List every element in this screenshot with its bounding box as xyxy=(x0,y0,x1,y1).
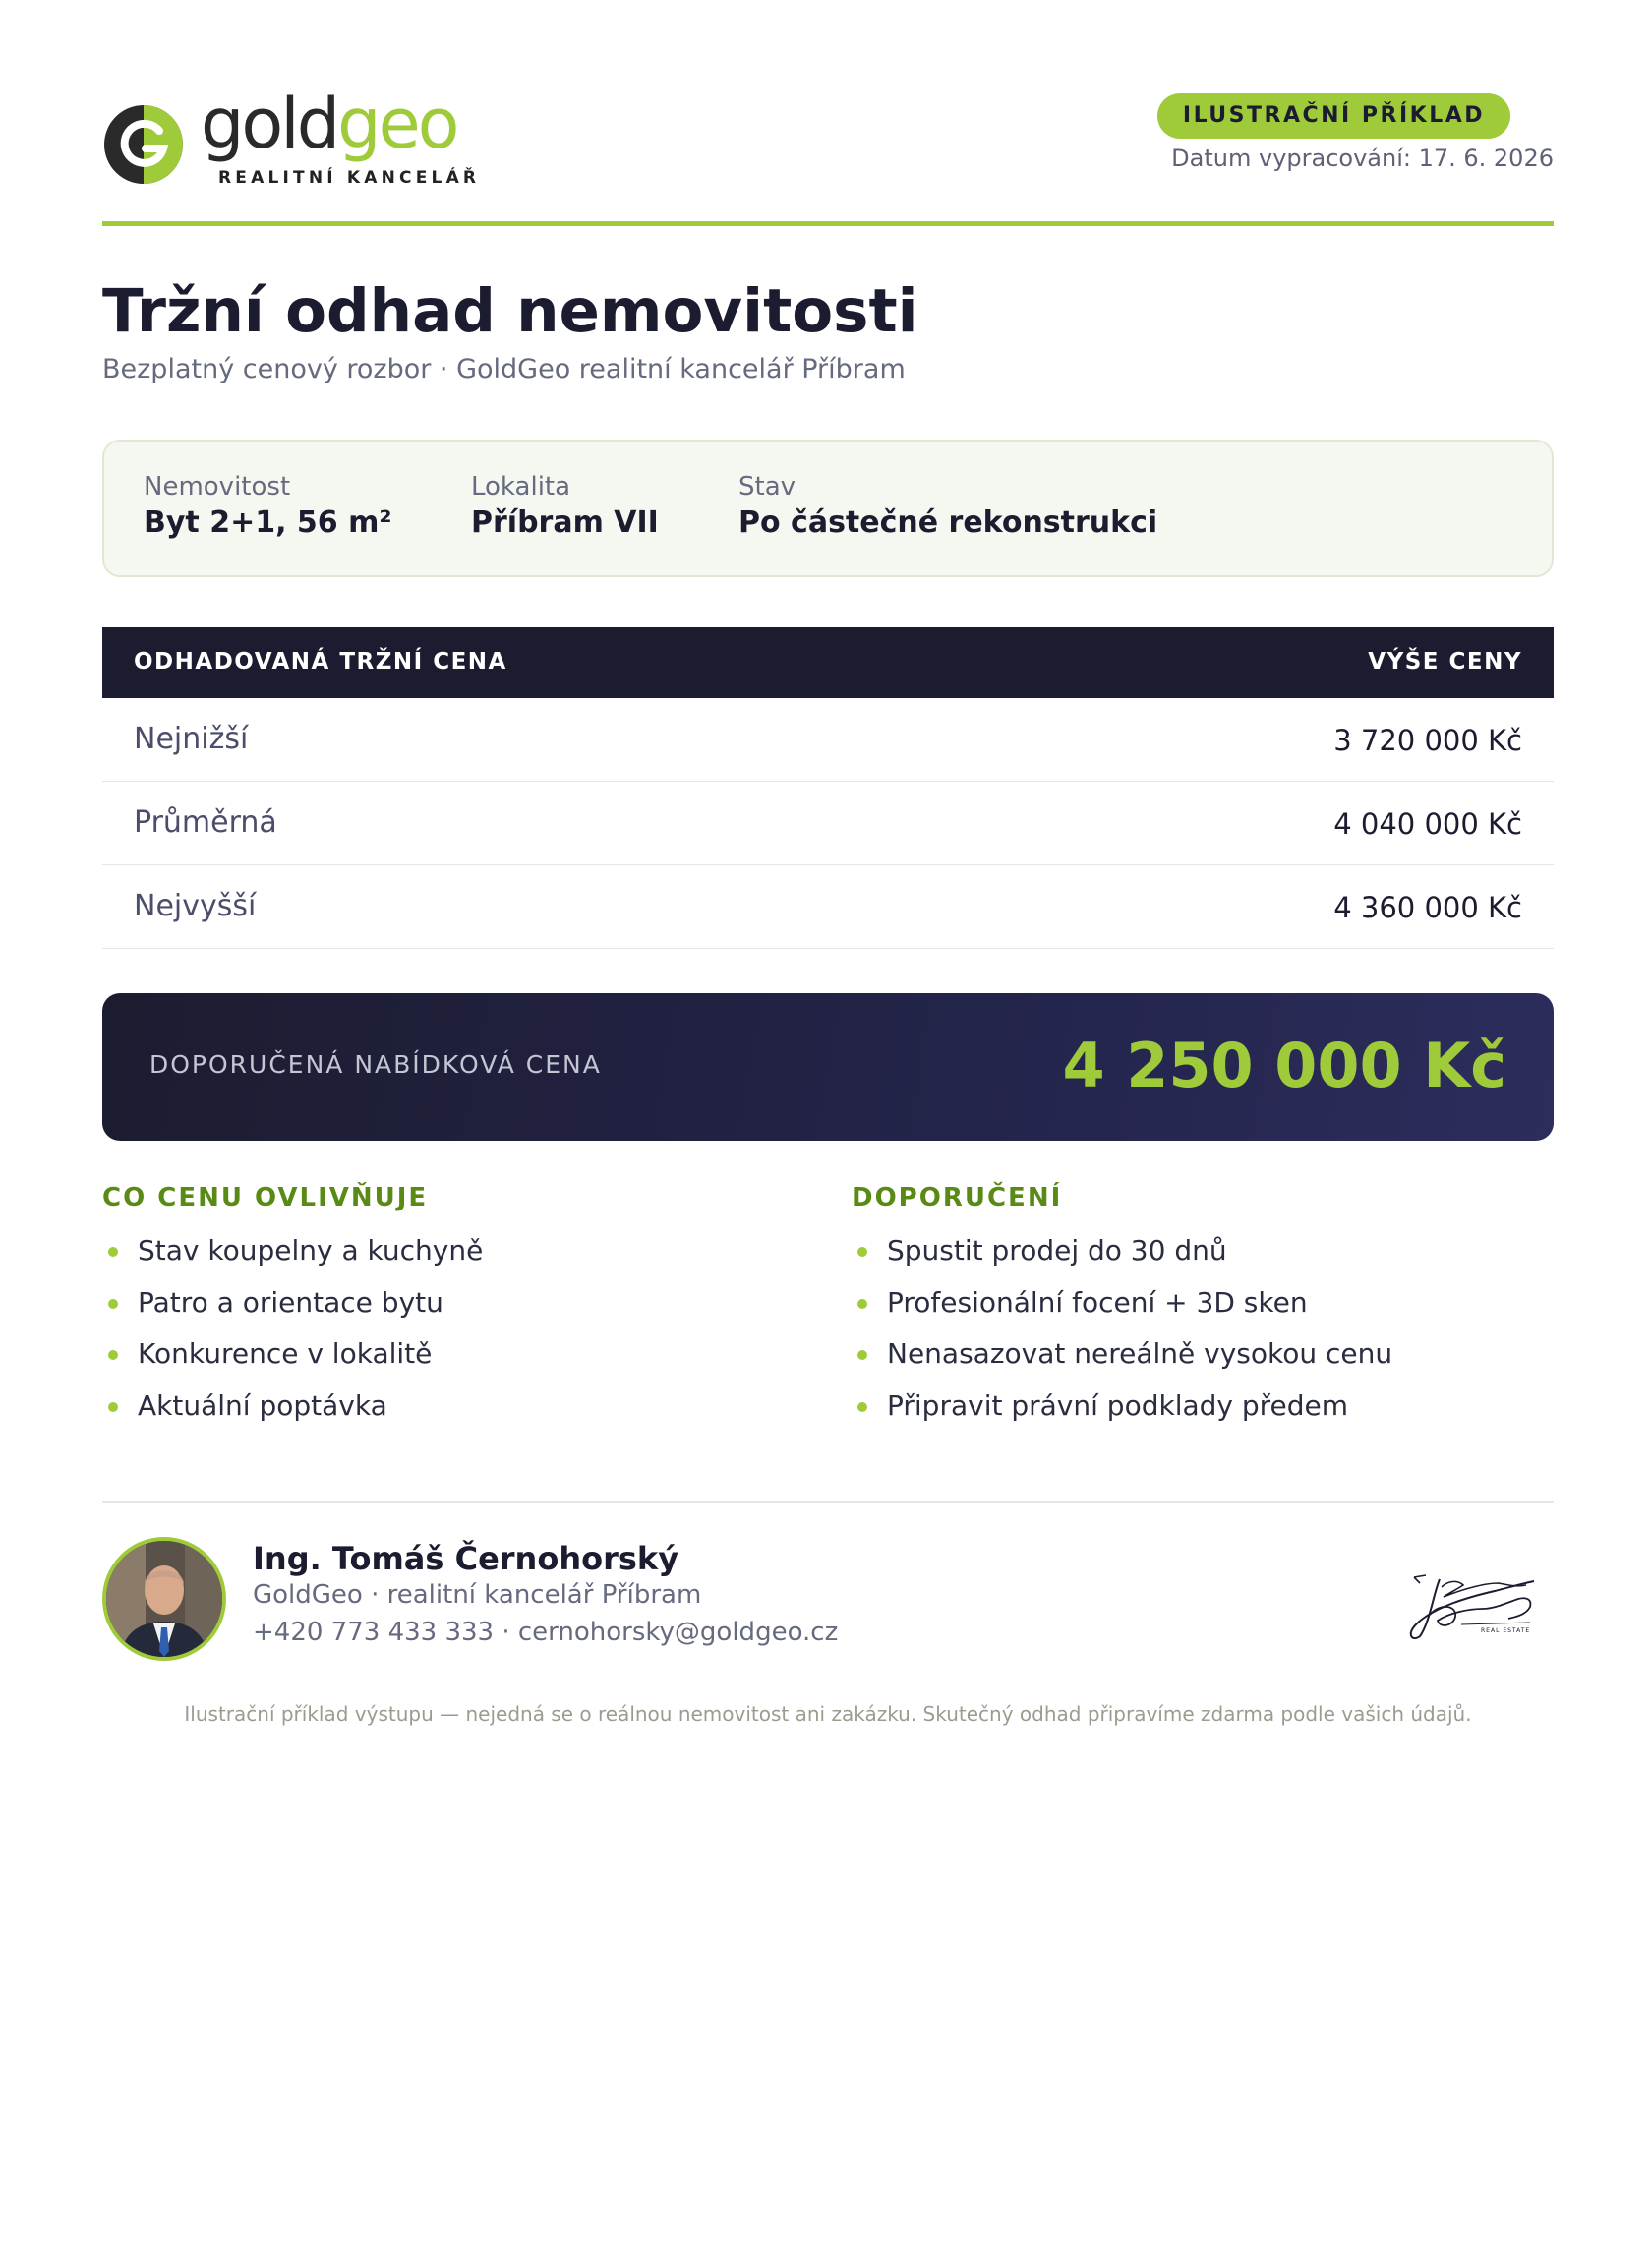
price-table-header xyxy=(102,627,1554,698)
property-info-card xyxy=(102,440,1554,577)
list-item: Stav koupelny a kuchyně xyxy=(102,1229,483,1281)
page-title: Tržní odhad nemovitosti xyxy=(102,276,918,346)
list-item: Patro a orientace bytu xyxy=(102,1281,483,1333)
list-item: Konkurence v lokalitě xyxy=(102,1332,483,1385)
row-value-lowest: 3 720 000 Kč xyxy=(1333,724,1522,757)
header-estimated-price: ODHADOVANÁ TRŽNÍ CENA xyxy=(134,649,507,675)
bullet-dot-icon xyxy=(857,1402,867,1412)
list-item: Profesionální focení + 3D sken xyxy=(852,1281,1392,1333)
agent-company: GoldGeo · realitní kancelář Příbram xyxy=(253,1580,702,1610)
svg-text:REAL ESTATE: REAL ESTATE xyxy=(1481,1627,1531,1634)
property-type xyxy=(144,471,392,544)
bullet-dot-icon xyxy=(108,1247,118,1257)
bullet-dot-icon xyxy=(108,1402,118,1412)
logo-tagline: REALITNÍ KANCELÁŘ xyxy=(218,168,481,188)
header-divider xyxy=(102,221,1554,226)
bullet-dot-icon xyxy=(857,1350,867,1360)
goldgeo-logo xyxy=(102,84,496,194)
list-item: Aktuální poptávka xyxy=(102,1385,483,1437)
property-location-label: Lokalita xyxy=(471,472,571,502)
bullet-dot-icon xyxy=(108,1350,118,1360)
footer-divider xyxy=(102,1501,1554,1503)
table-row xyxy=(102,782,1554,865)
property-condition xyxy=(738,471,1157,544)
agent-portrait-icon xyxy=(106,1541,222,1657)
recommended-price-label: DOPORUČENÁ NABÍDKOVÁ CENA xyxy=(149,1050,602,1079)
price-table xyxy=(102,627,1554,949)
agent-contact: +420 773 433 333 · cernohorsky@goldgeo.cz xyxy=(253,1618,839,1647)
prepared-date: Datum vypracování: 17. 6. 2026 xyxy=(1171,145,1554,172)
bullet-dot-icon xyxy=(108,1299,118,1309)
agent-name: Ing. Tomáš Černohorský xyxy=(253,1540,679,1577)
signature-icon xyxy=(1400,1564,1548,1652)
table-row xyxy=(102,865,1554,949)
goldgeo-logo-mark-icon xyxy=(102,103,185,186)
row-label-highest: Nejvyšší xyxy=(134,889,257,923)
recommended-price-value: 4 250 000 Kč xyxy=(1062,1030,1506,1101)
page-subtitle: Bezplatný cenový rozbor · GoldGeo realitní kancelář Příbram xyxy=(102,354,906,384)
estimate-document xyxy=(102,0,1554,2242)
row-value-highest: 4 360 000 Kč xyxy=(1333,891,1522,924)
row-label-average: Průměrná xyxy=(134,805,277,840)
property-location xyxy=(471,471,659,544)
list-item: Nenasazovat nereálně vysokou cenu xyxy=(852,1332,1392,1385)
row-label-lowest: Nejnižší xyxy=(134,722,249,756)
property-condition-label: Stav xyxy=(738,472,796,502)
header-price-amount: VÝŠE CENY xyxy=(1368,649,1522,675)
property-condition-value: Po částečné rekonstrukci xyxy=(738,505,1158,540)
illustration-badge: ILUSTRAČNÍ PŘÍKLAD xyxy=(1157,93,1510,139)
row-value-average: 4 040 000 Kč xyxy=(1333,807,1522,841)
list-item: Spustit prodej do 30 dnů xyxy=(852,1229,1392,1281)
property-type-label: Nemovitost xyxy=(144,472,291,502)
bullet-dot-icon xyxy=(857,1247,867,1257)
property-location-value: Příbram VII xyxy=(471,505,659,540)
logo-wordmark: goldgeo xyxy=(201,84,457,164)
factors-list xyxy=(102,1229,483,1436)
factors-heading: CO CENU OVLIVŇUJE xyxy=(102,1183,429,1212)
property-type-value: Byt 2+1, 56 m² xyxy=(144,505,392,540)
recommended-price-box xyxy=(102,993,1554,1141)
list-item: Připravit právní podklady předem xyxy=(852,1385,1392,1437)
table-row xyxy=(102,698,1554,782)
advice-heading: DOPORUČENÍ xyxy=(852,1183,1063,1212)
avatar xyxy=(102,1537,226,1661)
advice-list xyxy=(852,1229,1392,1436)
disclaimer-footnote: Ilustrační příklad výstupu — nejedná se o reálnou nemovitost ani zakázku. Skutečný odhad připravíme zdarma podle vašich údajů. xyxy=(184,1702,1472,1726)
bullet-dot-icon xyxy=(857,1299,867,1309)
